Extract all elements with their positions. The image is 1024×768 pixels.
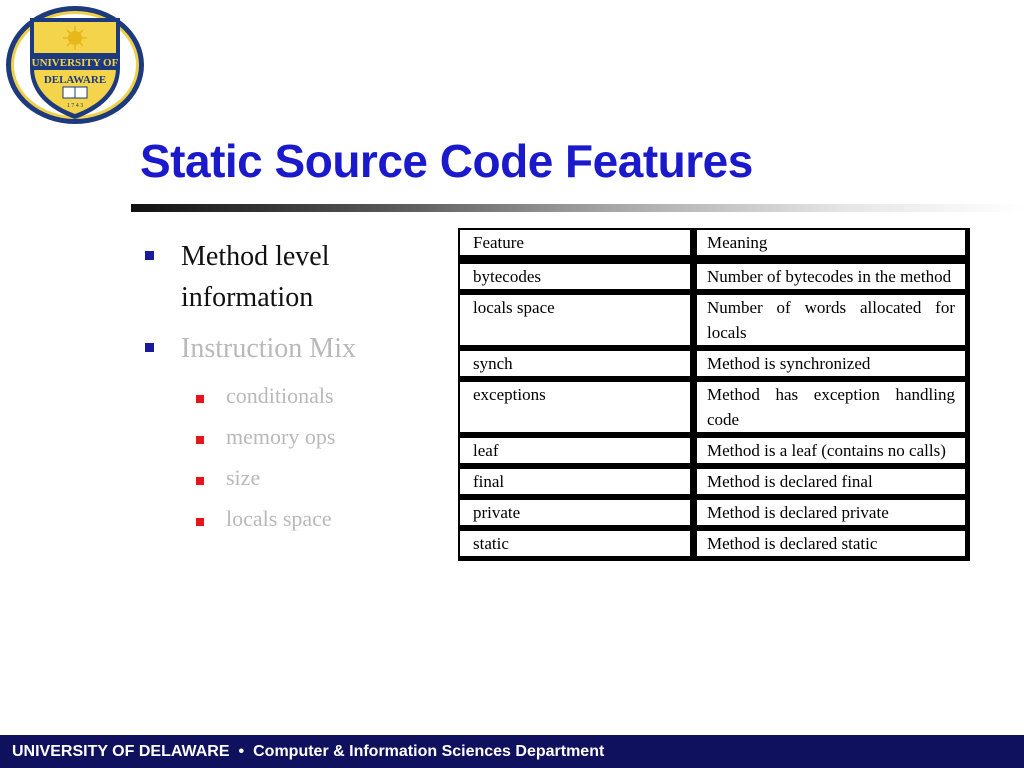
- meaning-cell: Method has exception handling code: [697, 382, 965, 432]
- meaning-cell: Number of words allocated for locals: [697, 295, 965, 345]
- university-logo: [4, 4, 146, 126]
- feature-cell: static: [460, 531, 690, 556]
- bullet-text: Method level information: [181, 241, 330, 313]
- header-cell-feature: Feature: [460, 230, 690, 255]
- square-bullet-icon: [196, 436, 204, 444]
- table-header-row: [460, 230, 965, 255]
- bullet-text: Instruction Mix: [181, 333, 356, 364]
- svg-text:1 7 4 3: 1 7 4 3: [66, 103, 84, 109]
- subbullet-item: [140, 502, 440, 543]
- title-divider: [131, 204, 1024, 212]
- table-row: [460, 351, 965, 376]
- bullet-list: [140, 236, 440, 543]
- meaning-cell: Number of bytecodes in the method: [697, 264, 965, 289]
- slide-title: Static Source Code Features: [140, 135, 753, 187]
- subbullet-text: locals space: [226, 506, 332, 531]
- feature-cell: synch: [460, 351, 690, 376]
- subbullet-text: conditionals: [226, 383, 334, 408]
- subbullet-text: memory ops: [226, 424, 336, 449]
- table-row: [460, 295, 965, 345]
- subbullet-item: [140, 461, 440, 502]
- footer-department: Computer & Information Sciences Department: [253, 742, 605, 760]
- footer-separator: •: [238, 742, 245, 760]
- meaning-cell: Method is declared static: [697, 531, 965, 556]
- subbullet-item: [140, 420, 440, 461]
- table-row: [460, 500, 965, 525]
- table-row: [460, 531, 965, 556]
- svg-text:UNIVERSITY OF: UNIVERSITY OF: [31, 57, 119, 69]
- table-row: [460, 469, 965, 494]
- meaning-cell: Method is a leaf (contains no calls): [697, 438, 965, 463]
- table-row: [460, 438, 965, 463]
- meaning-cell: Method is synchronized: [697, 351, 965, 376]
- square-bullet-icon: [196, 477, 204, 485]
- feature-cell: private: [460, 500, 690, 525]
- subbullet-text: size: [226, 465, 261, 490]
- square-bullet-icon: [196, 395, 204, 403]
- meaning-cell: Method is declared private: [697, 500, 965, 525]
- bullet-instruction-mix: [140, 328, 440, 369]
- features-table: [458, 228, 970, 561]
- feature-cell: locals space: [460, 295, 690, 345]
- table-row: [460, 382, 965, 432]
- footer-bar: [0, 735, 1024, 768]
- subbullet-item: [140, 379, 440, 420]
- feature-cell: exceptions: [460, 382, 690, 432]
- svg-text:DELAWARE: DELAWARE: [43, 74, 107, 86]
- meaning-cell: Method is declared final: [697, 469, 965, 494]
- square-bullet-icon: [145, 251, 154, 260]
- table-row: [460, 264, 965, 289]
- header-cell-meaning: Meaning: [697, 230, 965, 255]
- feature-cell: bytecodes: [460, 264, 690, 289]
- feature-cell: final: [460, 469, 690, 494]
- square-bullet-icon: [145, 343, 154, 352]
- footer-university: UNIVERSITY OF DELAWARE: [12, 742, 230, 760]
- square-bullet-icon: [196, 518, 204, 526]
- feature-cell: leaf: [460, 438, 690, 463]
- bullet-method-level: [140, 236, 440, 318]
